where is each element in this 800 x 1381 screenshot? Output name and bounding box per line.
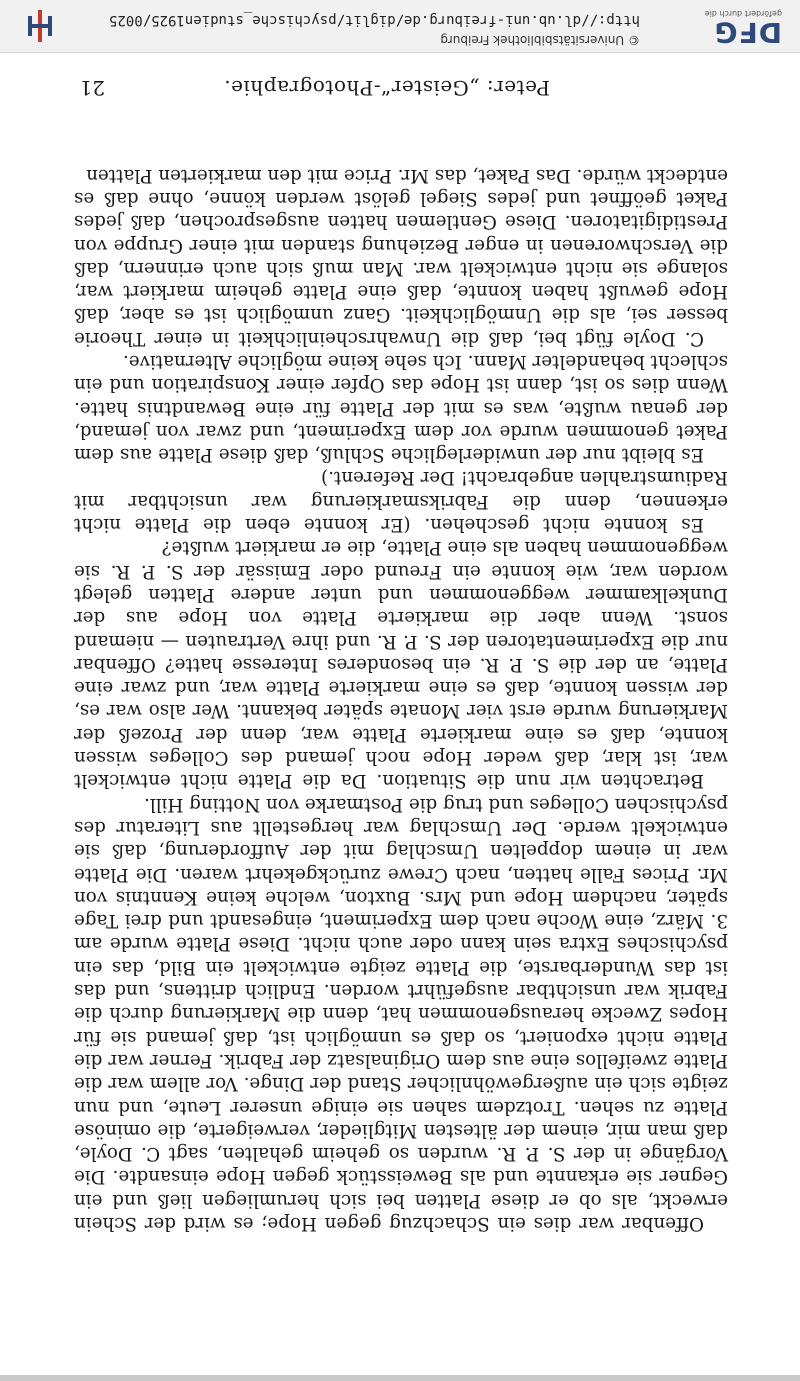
scan-edge — [0, 1375, 800, 1381]
paragraph: Es konnte nicht geschehen. (Er konnte eben die Platte nicht erkennen, denn die Fabriksmarkierung war unsichtbar mit Radiumstrahlen angebracht! Der Referent.) — [74, 467, 728, 536]
paragraph: Offenbar war dies ein Schachzug gegen Hope; es wird der Schein erweckt, als ob er diese Platten bei sich herumliegen ließ und ein Gegner sie erkannte und als Beweisstück gegen Hope einsandte. Die Vorgänge in der S. P. R. wurden so geheim gehalten, sagt C. Doyle, daß man mir, einem der ältesten Mitglieder, verweigerte, die ominöse Platte zu sehen. Trotzdem sahen sie einige unserer Leute, und nun zeigte sich ein außergewöhnlicher Stand der Dinge. Vor allem war die Platte zweifellos eine aus dem Originalsatz der Fabrik. Ferner war die Platte nicht exponiert, so daß es unmöglich ist, daß jemand sie für Hopes Zwecke herausgenommen hat, denn die Markierung durch die Fabrik war unsichtbar ausgeführt worden. Endlich drittens, und das ist das Wunderbarste, die Platte zeigte entwickelt ein Bild, das ein psychisches Extra sein kann oder auch nicht. Diese Platte wurde am 3. März, eine Woche nach dem Experiment, eingesandt und drei Tage später, nachdem Hope und Mrs. Buxton, welche keine Kenntnis von Mr. Prices Falle hatten, nach Crewe zurückgekehrt waren. Die Platte war in einem doppelten Umschlag mit der Aufforderung, daß sie entwickelt werde. Der Umschlag war hergestellt aus Literatur des psychischen Colleges und trug die Postmarke von Notting Hill. — [74, 793, 728, 1234]
body-text — [74, 163, 728, 1235]
page-title: Peter: „Geister“-Photographie. — [223, 76, 550, 100]
dfg-logo — [702, 6, 782, 49]
paragraph: Es bleibt nur der unwiderlegliche Schluß, daß diese Platte aus dem Paket genommen wurde vor dem Experiment, und zwar von jemand, der genau wußte, was es mit der Platte für eine Bewandtnis hatte. Wenn dies so ist, dann ist Hope das Opfer einer Konspiration und ein schlecht behandelter Mann. Ich sehe keine mögliche Alternative. — [74, 351, 728, 466]
page-number: 21 — [79, 76, 105, 100]
ub-freiburg-logo-icon — [22, 8, 58, 44]
dfg-logo-mark: DFG — [713, 16, 782, 49]
page-header — [0, 60, 800, 100]
permalink-url[interactable]: http://dl.ub.uni-freiburg.de/diglit/psychische_studien1925/0025 — [108, 12, 640, 28]
paragraph: Betrachten wir nun die Situation. Da die Platte nicht entwickelt war, ist klar, daß weder Hope noch jemand des Colleges wissen konnte, daß es eine markierte Platte war, denn der Prozeß der Markierung wurde erst vier Monate später bekannt. Wer also war es, der wissen konnte, daß es eine markierte Platte war, und zwar eine Platte, an der die S. P. R. ein besonderes Interesse hatte? Offenbar nur die Experimentatoren der S. P. R. und ihre Vertrauten — niemand sonst. Wenn aber die markierte Platte von Hope aus der Dunkelkammer weggenommen und unter andere Platten gelegt worden war, wie konnte ein Freund oder Emissär der S. P. R. sie weggenommen haben als eine Platte, die er markiert wußte? — [74, 537, 728, 792]
footer-bar — [0, 0, 800, 53]
dfg-logo-caption: gefördert durch die — [704, 9, 782, 18]
copyright-notice: © Universitätsbibliothek Freiburg — [440, 33, 640, 47]
paragraph: C. Doyle fügt bei, daß die Unwahrscheinlichkeit in einer Theorie besser sei, als die Unmöglichkeit. Ganz unmöglich ist es aber, daß Hope gewußt haben konnte, daß eine Platte geheim markiert war, solange sie nicht entwickelt war. Man muß sich auch erinnern, daß die Verschworenen in enger Beziehung standen mit einer Gruppe von Prestidigitatoren. Diese Gentlemen hatten ausgesprochen, daß jedes Paket geöffnet und jedes Siegel gelöst werden könne, ohne daß es entdeckt würde. Das Paket, das Mr. Price mit den markierten Platten — [74, 164, 728, 349]
